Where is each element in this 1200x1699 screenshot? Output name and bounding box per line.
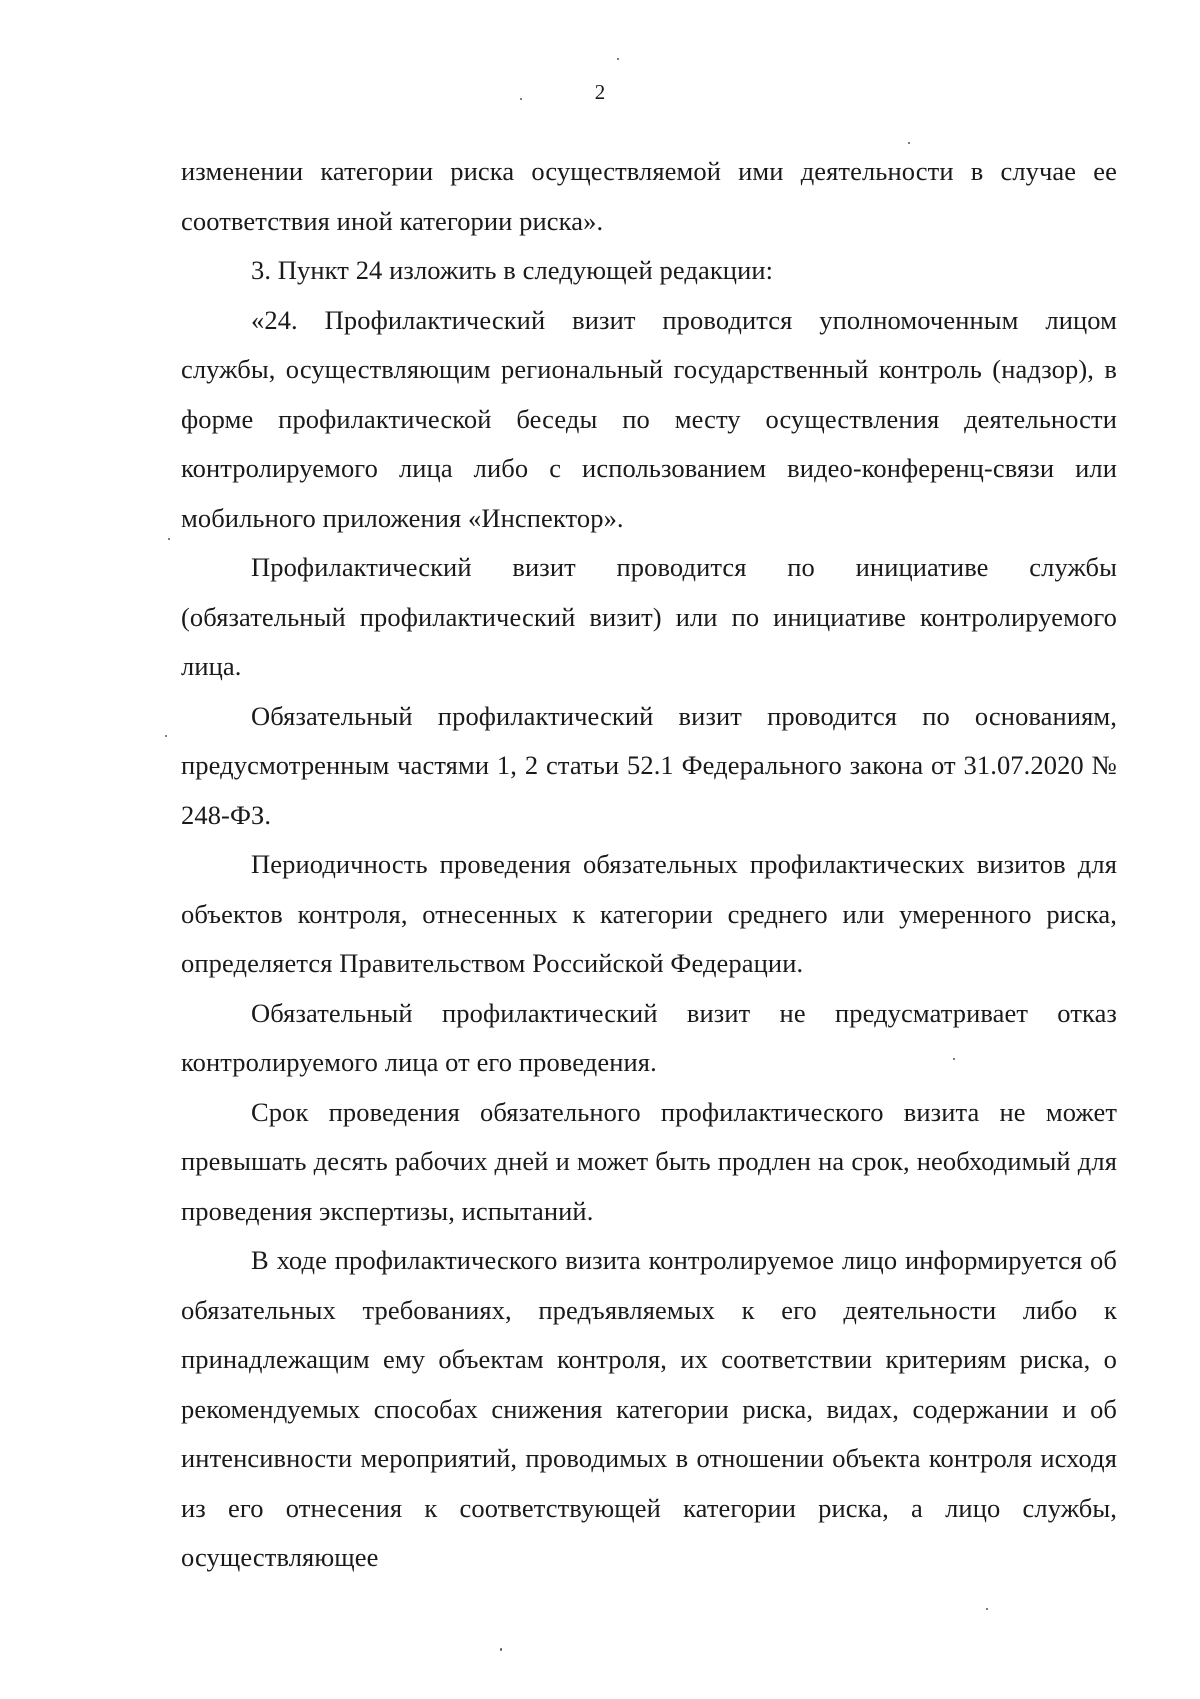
paragraph-item-24: «24. Профилактический визит проводится уполномоченным лицом службы, осуществляющим региональный государственный контроль (надзор), в форме профилактической беседы по месту осуществления деятельности контролируемого лица либо с использованием видео-конференц-связи или мобильного приложения «Инспектор». xyxy=(181,304,1117,533)
page-number: 2 xyxy=(594,80,606,104)
paragraph-informing: В ходе профилактического визита контролируемое лицо информируется об обязательных требованиях, предъявляемых к его деятельности либо к принадлежащим ему объектам контроля, их соответствии критериям риска, о рекомендуемых способах снижения категории риска, видах, содержании и об интенсивности мероприятий, проводимых в отношении объекта контроля исходя из его отнесения к соответствующей категории риска, а лицо службы, осуществляющее xyxy=(181,1245,1117,1572)
scan-speck xyxy=(520,98,522,100)
paragraph-duration: Срок проведения обязательного профилактического визита не может превышать десять рабочих дней и может быть продлен на срок, необходимый для проведения экспертизы, испытаний. xyxy=(181,1096,1117,1226)
paragraph-no-refusal: Обязательный профилактический визит не предусматривает отказ контролируемого лица от его проведения. xyxy=(181,997,1117,1077)
scan-speck xyxy=(617,58,619,60)
document-body xyxy=(181,147,1117,1583)
paragraph-periodicity: Периодичность проведения обязательных профилактических визитов для объектов контроля, отнесенных к категории среднего или умеренного риска, определяется Правительством Российской Федерации. xyxy=(181,849,1117,978)
paragraph-continuation: изменении категории риска осуществляемой ими деятельности в случае ее соответствия иной категории риска». xyxy=(181,156,1117,236)
paragraph-amendment-intro: 3. Пункт 24 изложить в следующей редакции: xyxy=(251,255,774,285)
paragraph-mandatory-grounds: Обязательный профилактический визит проводится по основаниям, предусмотренным частями 1, 2 статьи 52.1 Федерального закона от 31.07.2020 № 248-ФЗ. xyxy=(181,700,1117,830)
scan-speck xyxy=(165,735,167,737)
scan-speck xyxy=(500,1648,502,1651)
scan-speck xyxy=(908,142,910,144)
scan-speck xyxy=(168,538,170,540)
scan-speck xyxy=(953,1058,955,1060)
scan-speck xyxy=(986,1608,988,1610)
paragraph-visit-initiative: Профилактический визит проводится по инициативе службы (обязательный профилактический визит) или по инициативе контролируемого лица. xyxy=(181,552,1117,681)
